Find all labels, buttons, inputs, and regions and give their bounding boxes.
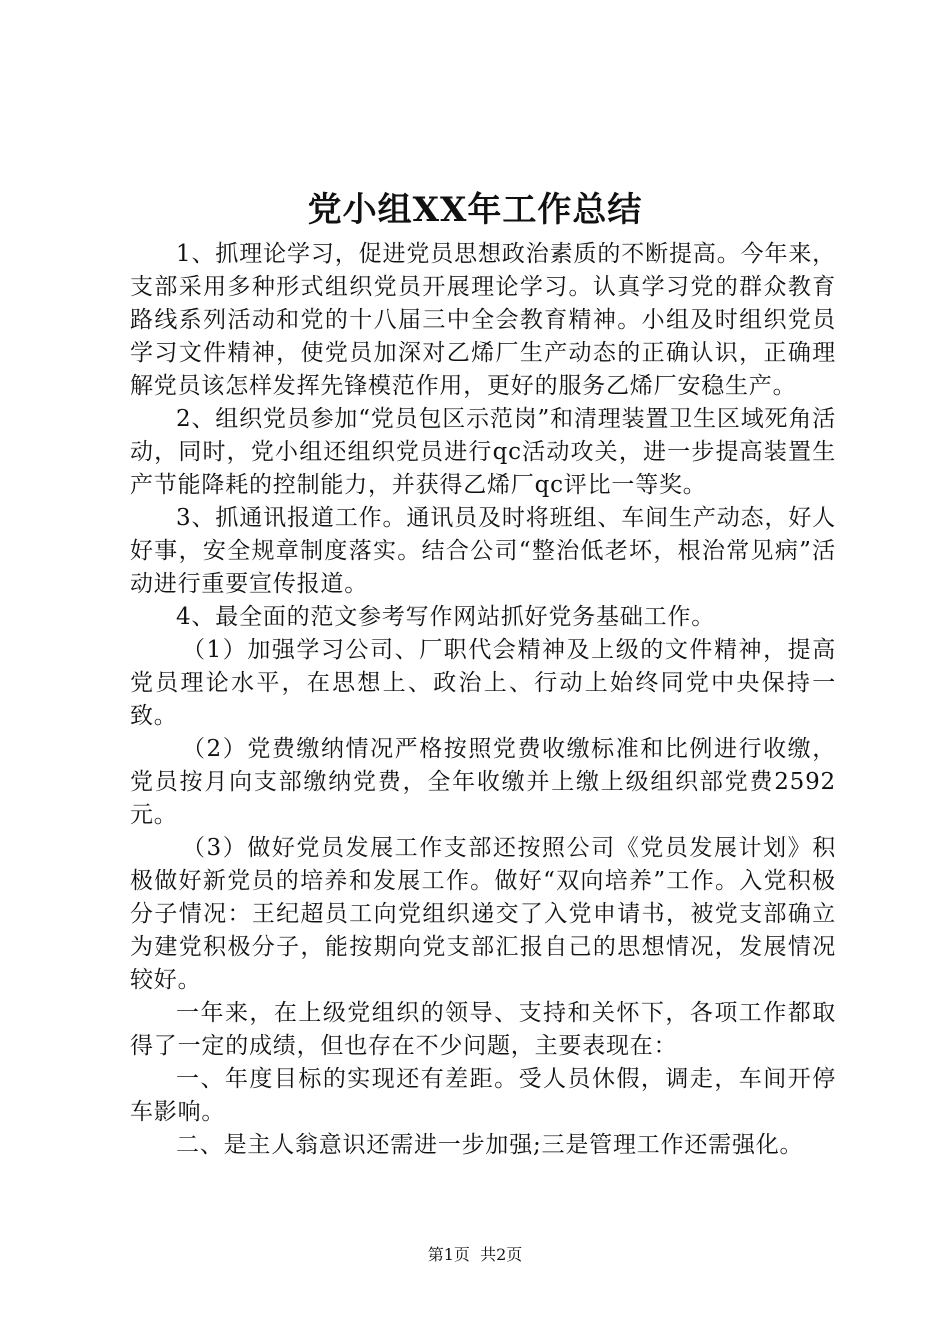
paragraph-sub-1: （1）加强学习公司、厂职代会精神及上级的文件精神，提高党员理论水平，在思想上、政治上、行动上始终同党中央保持一致。 (130, 637, 836, 729)
paragraph-problem-1: 一、年度目标的实现还有差距。受人员休假，调走，车间开停车影响。 (130, 1066, 836, 1125)
document-title: 党小组XX年工作总结 (307, 190, 643, 230)
paragraph-reporting: 3、抓通讯报道工作。通讯员及时将班组、车间生产动态，好人好事，安全规章制度落实。结合公司“整治低老坏，根治常见病”活动进行重要宣传报道。 (130, 505, 836, 597)
paragraph-activities: 2、组织党员参加“党员包区示范岗”和清理装置卫生区域死角活动，同时，党小组还组织党员进行qc活动攻关，进一步提高装置生产节能降耗的控制能力，并获得乙烯厂qc评比一等奖。 (130, 406, 836, 498)
page-number-total: 共2页 (480, 1245, 523, 1264)
paragraph-sub-3: （3）做好党员发展工作支部还按照公司《党员发展计划》积极做好新党员的培养和发展工作。做好“双向培养”工作。入党积极分子情况：王纪超员工向党组织递交了入党申请书，被党支部确立为建党积极分子，能按期向党支部汇报自己的思想情况，发展情况较好。 (130, 835, 836, 993)
document-body (130, 238, 836, 1162)
page-number-current: 第1页 (427, 1245, 470, 1264)
paragraph-sub-2: （2）党费缴纳情况严格按照党费收缴标准和比例进行收缴，党员按月向支部缴纳党费，全年收缴并上缴上级组织部党费2592元。 (130, 736, 836, 828)
paragraph-party-affairs: 4、最全面的范文参考写作网站抓好党务基础工作。 (176, 604, 716, 630)
paragraph-theory-study: 1、抓理论学习，促进党员思想政治素质的不断提高。今年来，支部采用多种形式组织党员开展理论学习。认真学习党的群众教育路线系列活动和党的十八届三中全会教育精神。小组及时组织党员学习文件精神，使党员加深对乙烯厂生产动态的正确认识，正确理解党员该怎样发挥先锋模范作用，更好的服务乙烯厂安稳生产。 (130, 241, 836, 399)
page-footer (0, 1244, 950, 1266)
paragraph-summary: 一年来，在上级党组织的领导、支持和关怀下，各项工作都取得了一定的成绩，但也存在不少问题，主要表现在： (130, 1000, 836, 1059)
paragraph-problem-2: 二、是主人翁意识还需进一步加强;三是管理工作还需强化。 (176, 1132, 804, 1158)
